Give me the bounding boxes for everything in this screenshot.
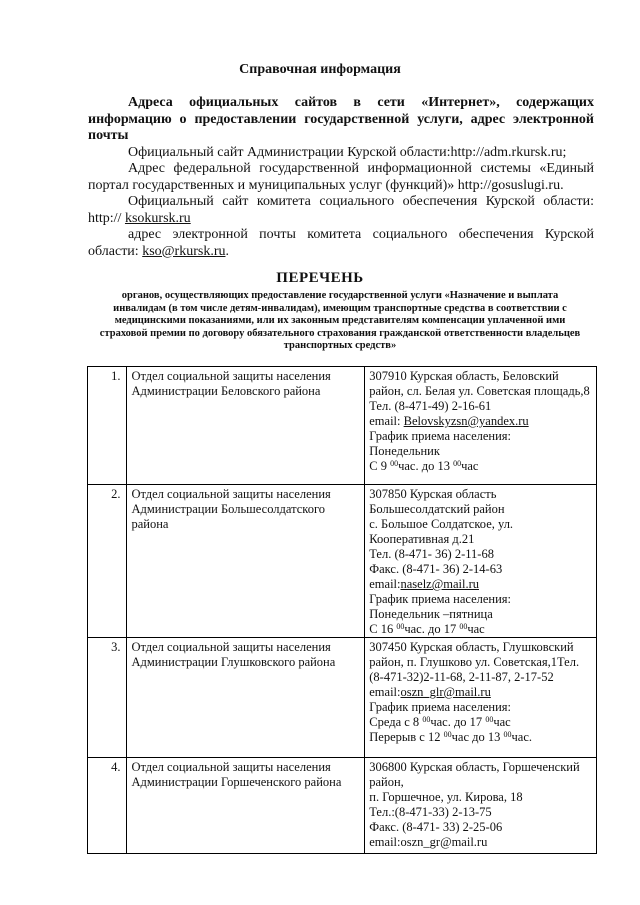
office-email-link[interactable]: Belovskyzsn@yandex.ru — [403, 414, 529, 428]
office-contacts — [365, 758, 597, 854]
schedule-time: С 16 $^{00}$час. до 17 $^{00}$час — [369, 622, 485, 636]
office-contacts — [365, 367, 597, 485]
schedule-label: График приема населения: — [369, 700, 512, 714]
email-prefix: email: — [369, 835, 401, 849]
table-row — [88, 485, 597, 638]
schedule-label: График приема населения: — [369, 429, 512, 443]
office-email-link[interactable]: naselz@mail.ru — [400, 577, 479, 591]
office-name: Отдел социальной защиты населения Администрации Большесолдатского района — [127, 485, 365, 638]
table-row — [88, 638, 597, 758]
page-title: Справочная информация — [239, 62, 401, 77]
schedule-days: Понедельник — [369, 444, 440, 458]
email-committee-text: адрес электронной почты комитета социального обеспечения Курской области: — [88, 227, 594, 259]
row-number: 3. — [88, 638, 127, 758]
table-row — [88, 367, 597, 485]
office-address: Большесолдатский район — [369, 502, 505, 516]
site-committee-link-line — [88, 211, 594, 228]
office-address: с. Большое Солдатское, ул. Кооперативная д.21 — [369, 517, 514, 546]
table-row — [88, 758, 597, 854]
office-address: п. Горшечное, ул. Кирова, 18 — [369, 790, 523, 804]
row-number: 2. — [88, 485, 127, 638]
office-email-line — [369, 685, 592, 700]
office-address: 307850 Курская область — [369, 487, 497, 501]
site-admin: Официальный сайт Администрации Курской области:http://adm.rkursk.ru; — [128, 144, 567, 160]
row-number: 4. — [88, 758, 127, 854]
office-address: 307450 Курская область, Глушковский район, п. Глушково ул. Советская,1Тел. (8-471-32)2-11-68, 2-11-87, 2-17-52 — [369, 640, 580, 684]
schedule-label: График приема населения: — [369, 592, 512, 606]
office-fax: Факс. (8-471- 36) 2-14-63 — [369, 562, 503, 576]
office-address: 307910 Курская область, Беловский район, сл. Белая ул. Советская площадь,8 — [369, 369, 590, 398]
office-fax: Факс. (8-471- 33) 2-25-06 — [369, 820, 503, 834]
schedule-time: С 9 $^{00}$час. до 13 $^{00}$час — [369, 459, 479, 473]
email-committee-link[interactable]: kso@rkursk.ru — [142, 243, 226, 259]
row-number: 1. — [88, 367, 127, 485]
office-email-line — [369, 835, 592, 850]
office-email[interactable]: oszn_gr@mail.ru — [400, 835, 488, 849]
office-phone: Тел. (8-471-49) 2-16-61 — [369, 399, 492, 413]
office-name: Отдел социальной защиты населения Администрации Беловского района — [127, 367, 365, 485]
sites-heading: Адреса официальных сайтов в сети «Интернет», содержащих информацию о предоставлении государственной услуги, адрес электронной почты — [88, 95, 594, 143]
office-email-line — [369, 414, 592, 429]
schedule-time: Среда с 8 $^{00}$час. до 17 $^{00}$час — [369, 715, 511, 729]
site-committee-link-prefix: http:// — [88, 210, 125, 226]
email-committee — [88, 227, 594, 260]
email-prefix: email: — [369, 577, 401, 591]
office-email-line — [369, 577, 592, 592]
office-phone: Тел. (8-471- 36) 2-11-68 — [369, 547, 494, 561]
office-name: Отдел социальной защиты населения Администрации Горшеченского района — [127, 758, 365, 854]
schedule-days: Понедельник –пятница — [369, 607, 493, 621]
office-phone: Тел.:(8-471-33) 2-13-75 — [369, 805, 492, 819]
email-committee-tail: . — [225, 243, 229, 259]
office-address: 306800 Курская область, Горшеченский район, — [369, 760, 580, 789]
office-email-link[interactable]: oszn_glr@mail.ru — [400, 685, 491, 699]
office-contacts — [365, 638, 597, 758]
office-contacts — [365, 485, 597, 638]
intro-block — [88, 95, 594, 260]
email-prefix: email: — [369, 685, 401, 699]
offices-table — [87, 366, 597, 854]
list-subtitle: органов, осуществляющих предоставление государственной услуги «Назначение и выплата инвалидам (в том числе детям-инвалидам), имеющим транспортные средства в соответствии с медицинскими показаниями, или их законным представителям компенсации уплаченной ими страховой премии по договору обязательного страхования гражданской ответственности владельцев транспортных средств» — [99, 290, 581, 352]
schedule-break: Перерыв с 12 $^{00}$час до 13 $^{00}$час. — [369, 730, 532, 744]
office-name: Отдел социальной защиты населения Администрации Глушковского района — [127, 638, 365, 758]
site-committee-text: Официальный сайт комитета социального обеспечения Курской области: — [128, 194, 594, 209]
list-title: ПЕРЕЧЕНЬ — [276, 270, 364, 286]
site-committee-link[interactable]: ksokursk.ru — [124, 210, 191, 226]
site-gosuslugi: Адрес федеральной государственной информационной системы «Единый портал государственных и муниципальных услуг (функций)» http://gosuslugi.ru. — [88, 161, 594, 193]
email-prefix: email: — [369, 414, 404, 428]
